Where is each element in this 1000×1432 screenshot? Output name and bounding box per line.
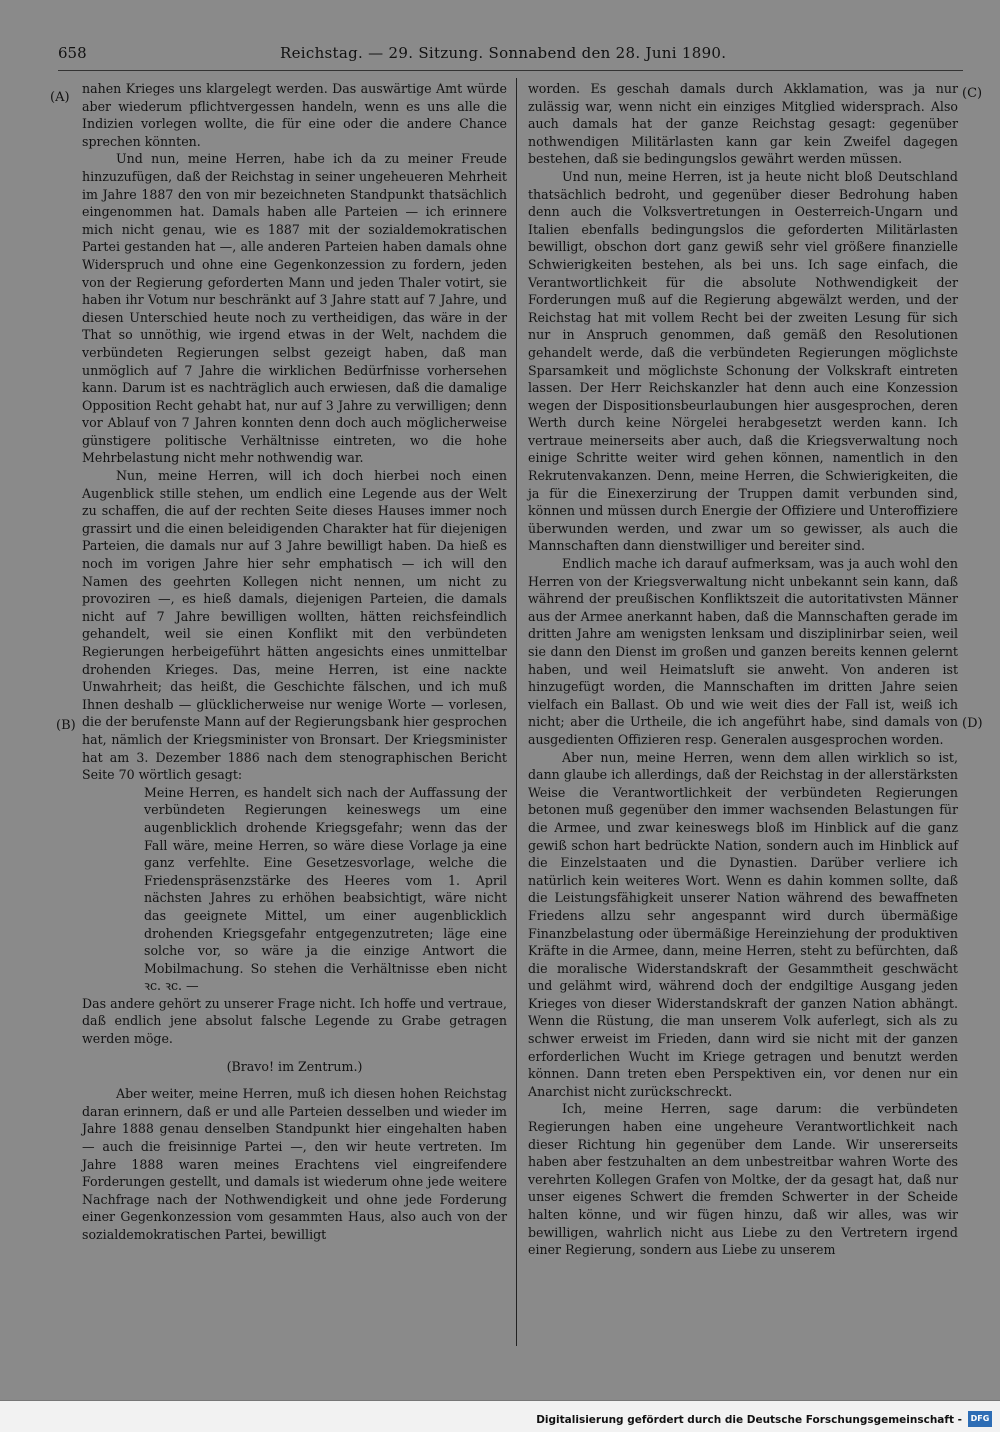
paragraph: Und nun, meine Herren, ist ja heute nicht bloß Deutschland thatsächlich bedroht, und gegenüber dieser Bedrohung haben denn auch die Volksvertretungen in Oesterreich-Ungarn und Italien ebenfalls bedingungslos die geforderten Militärlasten bewilligt, obschon dort ganz gewiß sehr viel größere finanzielle Schwierigkeiten bestehen, als bei uns. Ich sage einfach, die Verantwortlichkeit für die absolute Nothwendigkeit der Forderungen muß auf die Regierung abgewälzt werden, und der Reichstag hat mit vollem Recht bei der zweiten Lesung für sich nur in Anspruch genommen, daß gemäß den Resolutionen gehandelt werde, daß die verbündeten Regierungen möglichste Sparsamkeit und möglichste Schonung der Volkskraft eintreten lassen. Der Herr Reichskanzler hat denn auch eine Konzession wegen der Dispositionsbeurlaubungen hier ausgesprochen, deren Werth durch keine Nörgelei herabgesetzt werden kann. Ich vertraue meinerseits aber auch, daß die Kriegsverwaltung noch einige Schritte weiter wird gehen können, namentlich in den Rekrutenvakanzen. Denn, meine Herren, die Schwierigkeiten, die ja für die Einexerzirung der Truppen damit verbunden sind, können und müssen durch Energie der Offiziere und Unteroffiziere überwunden werden, und zwar um so gewisser, als auch die Mannschaften dann dienstwilliger und bereiter sind. xyxy=(528,168,958,554)
footer-rule xyxy=(0,1400,1000,1401)
paragraph: Das andere gehört zu unserer Frage nicht. Ich hoffe und vertraue, daß endlich jene absolut falsche Legende zu Grabe getragen werden möge. xyxy=(82,995,507,1047)
header-rule xyxy=(58,70,963,71)
paragraph: Nun, meine Herren, will ich doch hierbei noch einen Augenblick stille stehen, um endlich eine Legende aus der Welt zu schaffen, die auf der rechten Seite dieses Hauses immer noch grassirt und die einen beleidigenden Charakter hat für diejenigen Parteien, die damals nur auf 3 Jahre bewilligt haben. Da hieß es noch im vorigen Jahre hier sehr emphatisch — ich will den Namen des geehrten Kollegen nicht nennen, um nicht zu provoziren —, es hieß damals, diejenigen Parteien, die damals nicht auf 7 Jahre bewilligen wollten, hätten reichsfeindlich gehandelt, weil sie einen Konflikt mit den verbündeten Regierungen herbeigeführt hätten angesichts eines unmittelbar drohenden Krieges. Das, meine Herren, ist eine nackte Unwahrheit; das heißt, die Geschichte fälschen, und ich muß Ihnen deshalb — glücklicherweise nur wenige Worte — vorlesen, die der berufenste Mann auf der Regierungsbank hier gesprochen hat, nämlich der Kriegsminister von Bronsart. Der Kriegsminister hat am 3. Dezember 1886 nach dem stenographischen Bericht Seite 70 wörtlich gesagt: xyxy=(82,468,507,783)
dfg-logo: DFG xyxy=(968,1411,992,1427)
paragraph: Aber weiter, meine Herren, muß ich diesen hohen Reichstag daran erinnern, daß er und alle Parteien desselben und wieder im Jahre 1888 genau denselben Standpunkt hier eingehalten haben — auch die freisinnige Partei —, den wir heute vertreten. Im Jahre 1888 waren meines Erachtens viel eingreifendere Forderungen gestellt, und damals ist wiederum ohne jede weitere Nachfrage nach der Nothwendigkeit und ohne jede Forderung einer Gegenkonzession vom gesammten Haus, also auch von der sozialdemokratischen Partei, bewilligt xyxy=(82,1086,507,1242)
margin-marker-c: (C) xyxy=(962,86,983,101)
quotation: Meine Herren, es handelt sich nach der Auffassung der verbündeten Regierungen keineswegs um eine augenblicklich drohende Kriegsgefahr; wenn das der Fall wäre, meine Herren, so wäre diese Vorlage ja eine ganz verfehlte. Eine Gesetzesvorlage, welche die Friedenspräsenzstärke des Heeres vom 1. April nächsten Jahres zu erhöhen beabsichtigt, wäre nicht das geeignete Mittel, um einer augenblicklich drohenden Kriegsgefahr entgegenzutreten; läge eine solche vor, so wäre ja die einzige Antwort die Mobilmachung. So stehen die Verhältnisse eben nicht ꝛc. ꝛc. — xyxy=(144,784,507,994)
margin-marker-d: (D) xyxy=(962,716,983,731)
paragraph: nahen Krieges uns klargelegt werden. Das auswärtige Amt würde aber wiederum pflichtvergessen handeln, wenn es uns alle die Indizien vorlegen wollte, die für eine oder die andere Chance sprechen könnten. xyxy=(82,81,507,149)
footer-credit: Digitalisierung gefördert durch die Deutsche Forschungsgemeinschaft - xyxy=(536,1414,962,1426)
margin-marker-b: (B) xyxy=(56,718,76,733)
paragraph: Ich, meine Herren, sage darum: die verbündeten Regierungen haben eine ungeheure Verantwortlichkeit nach dieser Richtung hin gegenüber dem Lande. Wir unsererseits haben aber festzuhalten an dem unbestreitbar wahren Worte des verehrten Kollegen Grafen von Moltke, der da gesagt hat, daß nur unser eigenes Schwert die fremden Schwerter in der Scheide halten könne, und wir fügen hinzu, daß wir alles, was wir bewilligen, wahrlich nicht aus Liebe zu den Vertretern irgend einer Regierung, sondern aus Liebe zu unserem xyxy=(528,1101,958,1258)
paragraph: Endlich mache ich darauf aufmerksam, was ja auch wohl den Herren von der Kriegsverwaltung nicht unbekannt sein kann, daß während der preußischen Konfliktszeit die autoritativsten Männer aus der Armee anerkannt haben, daß die Mannschaften gerade im dritten Jahre am wenigsten lenksam und disziplinirbar seien, weil sie dann den Dienst im großen und ganzen bereits kennen gelernt haben, und weil Heimatsluft sie anweht. Von anderen ist hinzugefügt worden, die Mannschaften im dritten Jahre seien vielfach ein Ballast. Ob und wie weit dies der Fall ist, weiß ich nicht; aber die Urtheile, die ich angeführt habe, sind damals von ausgedienten Offizieren resp. Generalen ausgesprochen worden. xyxy=(528,556,958,747)
interjection: (Bravo! im Zentrum.) xyxy=(226,1058,363,1074)
right-column xyxy=(528,80,958,1259)
paragraph: Aber nun, meine Herren, wenn dem allen wirklich so ist, dann glaube ich allerdings, daß der Reichstag in der allerstärksten Weise die Verantwortlichkeit der verbündeten Regierungen betonen muß gegenüber den immer wachsenden Belastungen für die Armee, und zwar keineswegs bloß im Hinblick auf die ganz gewiß schon hart bedrückte Nation, sondern auch im Hinblick auf die Einzelstaaten und die Dynastien. Darüber verliere ich natürlich kein weiteres Wort. Wenn es dahin kommen sollte, daß die Leistungsfähigkeit unserer Nation während des bewaffneten Friedens allzu sehr angespannt wird durch übermäßige Finanzbelastung oder übermäßige Hereinziehung der produktiven Kräfte in die Armee, dann, meine Herren, steht zu befürchten, daß die moralische Widerstandskraft der Gesammtheit geschwächt und gelähmt wird, während doch der endgiltige Ausgang jeden Krieges von dieser Widerstandskraft der ganzen Nation abhängt. Wenn die Rüstung, die man unserem Volk auferlegt, sich als zu schwer erweist im Frieden, dann wird sie nicht mit der ganzen erforderlichen Wucht im Kriege getragen und benutzt werden können. Dann treten eben Perspektiven ein, vor denen nur ein Anarchist nicht zurückschreckt. xyxy=(528,749,958,1099)
page-number: 658 xyxy=(58,44,87,62)
paragraph: worden. Es geschah damals durch Akklamation, was ja nur zulässig war, wenn nicht ein einziges Mitglied widersprach. Also auch damals hat der ganze Reichstag gesagt: gegenüber nothwendigen Militärlasten kann gar kein Zweifel dagegen bestehen, daß sie bedingungslos gewährt werden müssen. xyxy=(528,81,958,167)
margin-marker-a: (A) xyxy=(50,90,70,105)
paragraph: Und nun, meine Herren, habe ich da zu meiner Freude hinzuzufügen, daß der Reichstag in seiner ungeheueren Mehrheit im Jahre 1887 den von mir bezeichneten Standpunkt thatsächlich eingenommen hat. Damals haben alle Parteien — ich erinnere mich nicht genau, wie es 1887 mit der sozialdemokratischen Partei gestanden hat —, alle anderen Parteien haben damals ohne Widerspruch und ohne eine Gegenkonzession zu fordern, jeden von der Regierung geforderten Mann und jeden Thaler votirt, sie haben ihr Votum nur beschränkt auf 3 Jahre statt auf 7 Jahre, und diesen Unterschied heute noch zu vertheidigen, das wäre in der That so unnöthig, wie irgend etwas in der Welt, nachdem die verbündeten Regierungen selbst gezeigt haben, daß man unmöglich auf 7 Jahre die wirklichen Bedürfnisse vorhersehen kann. Darum ist es nachträglich auch erwiesen, daß die damalige Opposition Recht gehabt hat, nur auf 3 Jahre zu verwilligen; denn vor Ablauf von 7 Jahren konnten denn doch auch möglicherweise günstigere politische Verhältnisse eintreten, wo die hohe Mehrbelastung nicht mehr nothwendig war. xyxy=(82,151,507,466)
running-head: Reichstag. — 29. Sitzung. Sonnabend den 28. Juni 1890. xyxy=(280,44,727,62)
left-column xyxy=(82,80,507,1244)
column-divider xyxy=(516,78,517,1346)
